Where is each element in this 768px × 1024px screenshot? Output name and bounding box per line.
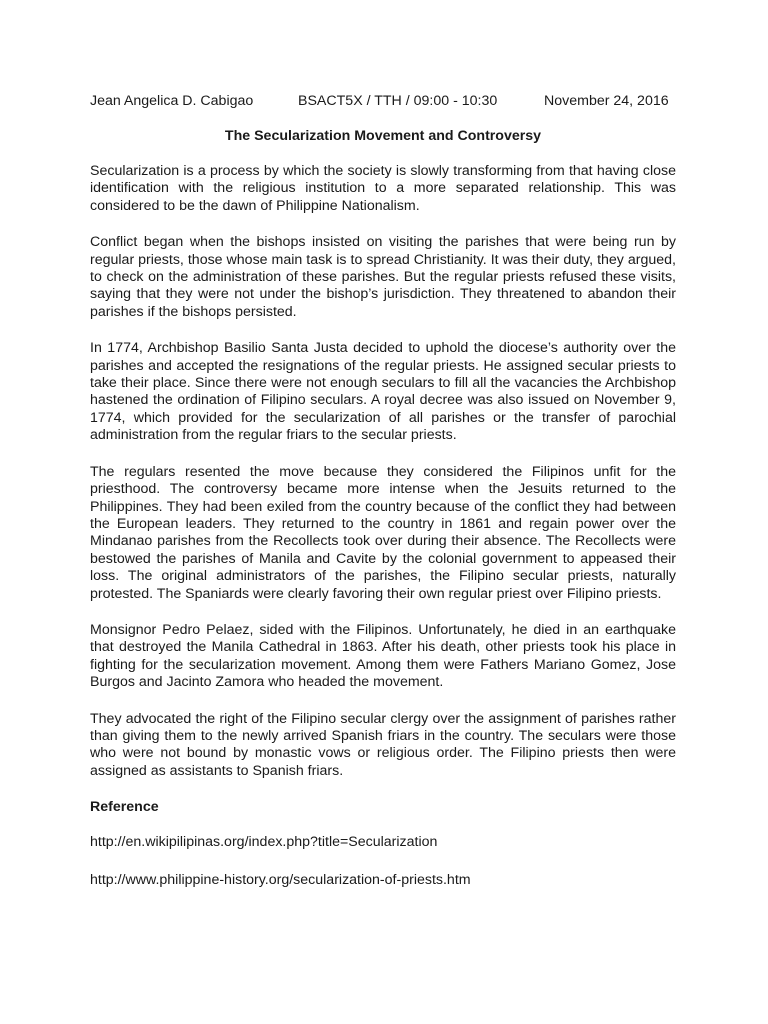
paragraph-1: Secularization is a process by which the society is slowly transforming from that having close identification with the religious institution to a more separated relationship. This was considered to be the dawn of Philippine Nationalism. xyxy=(90,163,676,214)
document-page xyxy=(90,91,676,890)
paragraph-2: Conflict began when the bishops insisted on visiting the parishes that were being run by regular priests, those whose main task is to spread Christianity. It was their duty, they argued, to check on the administration of these parishes. But the regular priests refused these visits, saying that they were not under the bishop’s jurisdiction. They threatened to abandon their parishes if the bishops persisted. xyxy=(90,234,676,320)
paragraph-5: Monsignor Pedro Pelaez, sided with the Filipinos. Unfortunately, he died in an earthquake that destroyed the Manila Cathedral in 1863. After his death, other priests took his place in fighting for the secularization movement. Among them were Fathers Mariano Gomez, Jose Burgos and Jacinto Zamora who headed the movement. xyxy=(90,621,676,691)
paragraph-6: They advocated the right of the Filipino secular clergy over the assignment of parishes rather than giving them to the newly arrived Spanish friars in the country. The seculars were those who were not bound by monastic vows or religious order. The Filipino priests then were assigned as assistants to Spanish friars. xyxy=(90,710,676,779)
reference-link-2[interactable]: http://www.philippine-history.org/secularization-of-priests.htm xyxy=(90,872,471,889)
header-line xyxy=(90,91,676,111)
paragraph-3: In 1774, Archbishop Basilio Santa Justa decided to uphold the diocese’s authority over the parishes and accepted the resignations of the regular priests. He assigned secular priests to take their place. Since there were not enough seculars to fill all the vacancies the Archbishop hastened the ordination of Filipino seculars. A royal decree was also issued on November 9, 1774, which provided for the secularization of all parishes or the transfer of parochial administration from the regular friars to the secular priests. xyxy=(90,340,676,444)
document-title: The Secularization Movement and Controversy xyxy=(224,128,542,144)
author-name: Jean Angelica D. Cabigao xyxy=(90,93,254,109)
course-schedule: BSACT5X / TTH / 09:00 - 10:30 xyxy=(298,93,498,109)
reference-heading: Reference xyxy=(90,799,159,816)
paragraph-4: The regulars resented the move because they considered the Filipinos unfit for the priesthood. The controversy became more intense when the Jesuits returned to the Philippines. They had been exiled from the country because of the conflict they had between the European leaders. They returned to the country in 1861 and regain power over the Mindanao parishes from the Recollects took over during their absence. The Recollects were bestowed the parishes of Manila and Cavite by the colonial government to appeased their loss. The original administrators of the parishes, the Filipino secular priests, naturally protested. The Spaniards were clearly favoring their own regular priest over Filipino priests. xyxy=(90,463,676,602)
reference-link-1[interactable]: http://en.wikipilipinas.org/index.php?title=Secularization xyxy=(90,834,438,851)
document-date: November 24, 2016 xyxy=(544,93,669,109)
